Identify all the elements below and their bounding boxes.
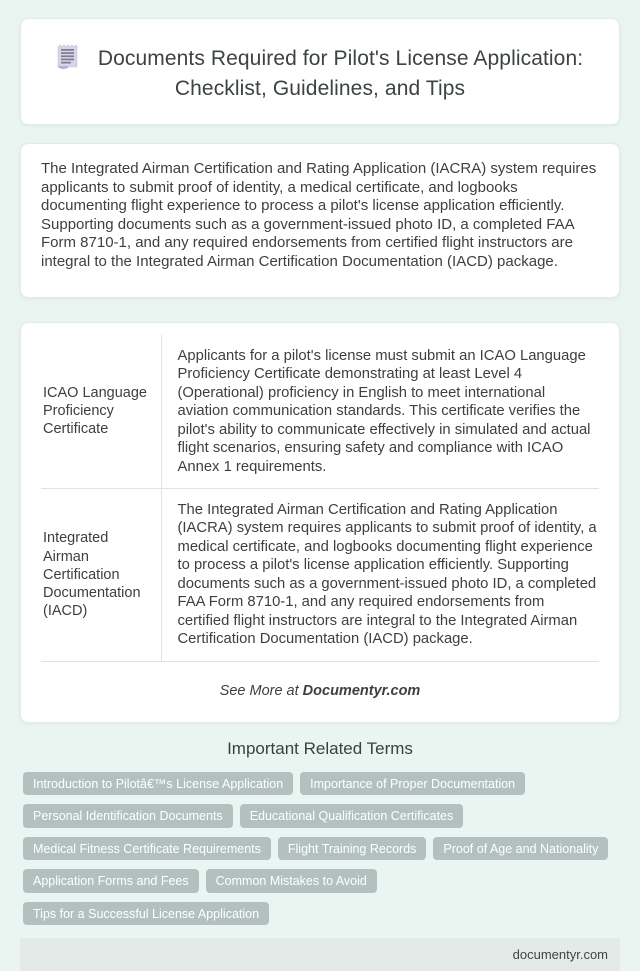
see-more-brand-link[interactable]: Documentyr.com: [302, 682, 421, 699]
related-term-tag[interactable]: Personal Identification Documents: [23, 804, 233, 828]
receipt-icon: [57, 43, 78, 69]
related-term-tag[interactable]: Application Forms and Fees: [23, 869, 199, 893]
related-term-tag[interactable]: Introduction to Pilotâ€™s License Application: [23, 772, 293, 796]
related-term-tag[interactable]: Medical Fitness Certificate Requirements: [23, 837, 271, 861]
related-term-tag[interactable]: Tips for a Successful License Application: [23, 902, 269, 926]
related-term-tag[interactable]: Flight Training Records: [278, 837, 427, 861]
intro-paragraph: The Integrated Airman Certification and Rating Application (IACRA) system requires applicants to submit proof of identity, a medical certificate, and logbooks documenting flight experience to process a pilot's license application efficiently. Supporting documents such as a government-issued photo ID, a completed FAA Form 8710-1, and any required endorsements from certified flight instructors are integral to the Integrated Airman Certification Documentation (IACD) package.: [41, 160, 597, 270]
see-more-prefix: See More at: [219, 682, 303, 699]
glossary-table: [41, 335, 599, 662]
page-title-text: Documents Required for Pilot's License Application: Checklist, Guidelines, and Tips: [97, 47, 584, 101]
glossary-definition: The Integrated Airman Certification and Rating Application (IACRA) system requires applicants to submit proof of identity, a medical certificate, and logbooks documenting flight experience to process a pilot's license application efficiently. Supporting documents such as a government-issued photo ID, a completed FAA Form 8710-1, and any required endorsements from certified flight instructors are integral to the Integrated Airman Certification Documentation (IACD) package.: [161, 488, 599, 661]
related-term-tag[interactable]: Educational Qualification Certificates: [240, 804, 464, 828]
site-footer: [20, 938, 620, 971]
glossary-card: [20, 322, 620, 723]
glossary-term: Integrated Airman Certification Documentation (IACD): [41, 488, 161, 661]
see-more-line: [41, 683, 599, 699]
related-term-tag[interactable]: Common Mistakes to Avoid: [206, 869, 377, 893]
intro-card: [20, 143, 620, 298]
related-term-tag[interactable]: Importance of Proper Documentation: [300, 772, 525, 796]
page-title: [49, 43, 591, 104]
related-terms-heading: Important Related Terms: [227, 738, 413, 758]
table-row: [41, 488, 599, 661]
related-terms-tags: [20, 772, 620, 926]
glossary-term: ICAO Language Proficiency Certificate: [41, 335, 161, 489]
glossary-definition: Applicants for a pilot's license must submit an ICAO Language Proficiency Certificate demonstrating at least Level 4 (Operational) proficiency in English to meet international aviation communication standards. This certificate verifies the pilot's ability to communicate effectively in simulated and actual flight scenarios, ensuring safety and compliance with ICAO Annex 1 requirements.: [161, 335, 599, 489]
related-term-tag[interactable]: Proof of Age and Nationality: [433, 837, 608, 861]
title-card: [20, 18, 620, 125]
table-row: [41, 335, 599, 489]
footer-site-link[interactable]: documentyr.com: [512, 947, 608, 963]
